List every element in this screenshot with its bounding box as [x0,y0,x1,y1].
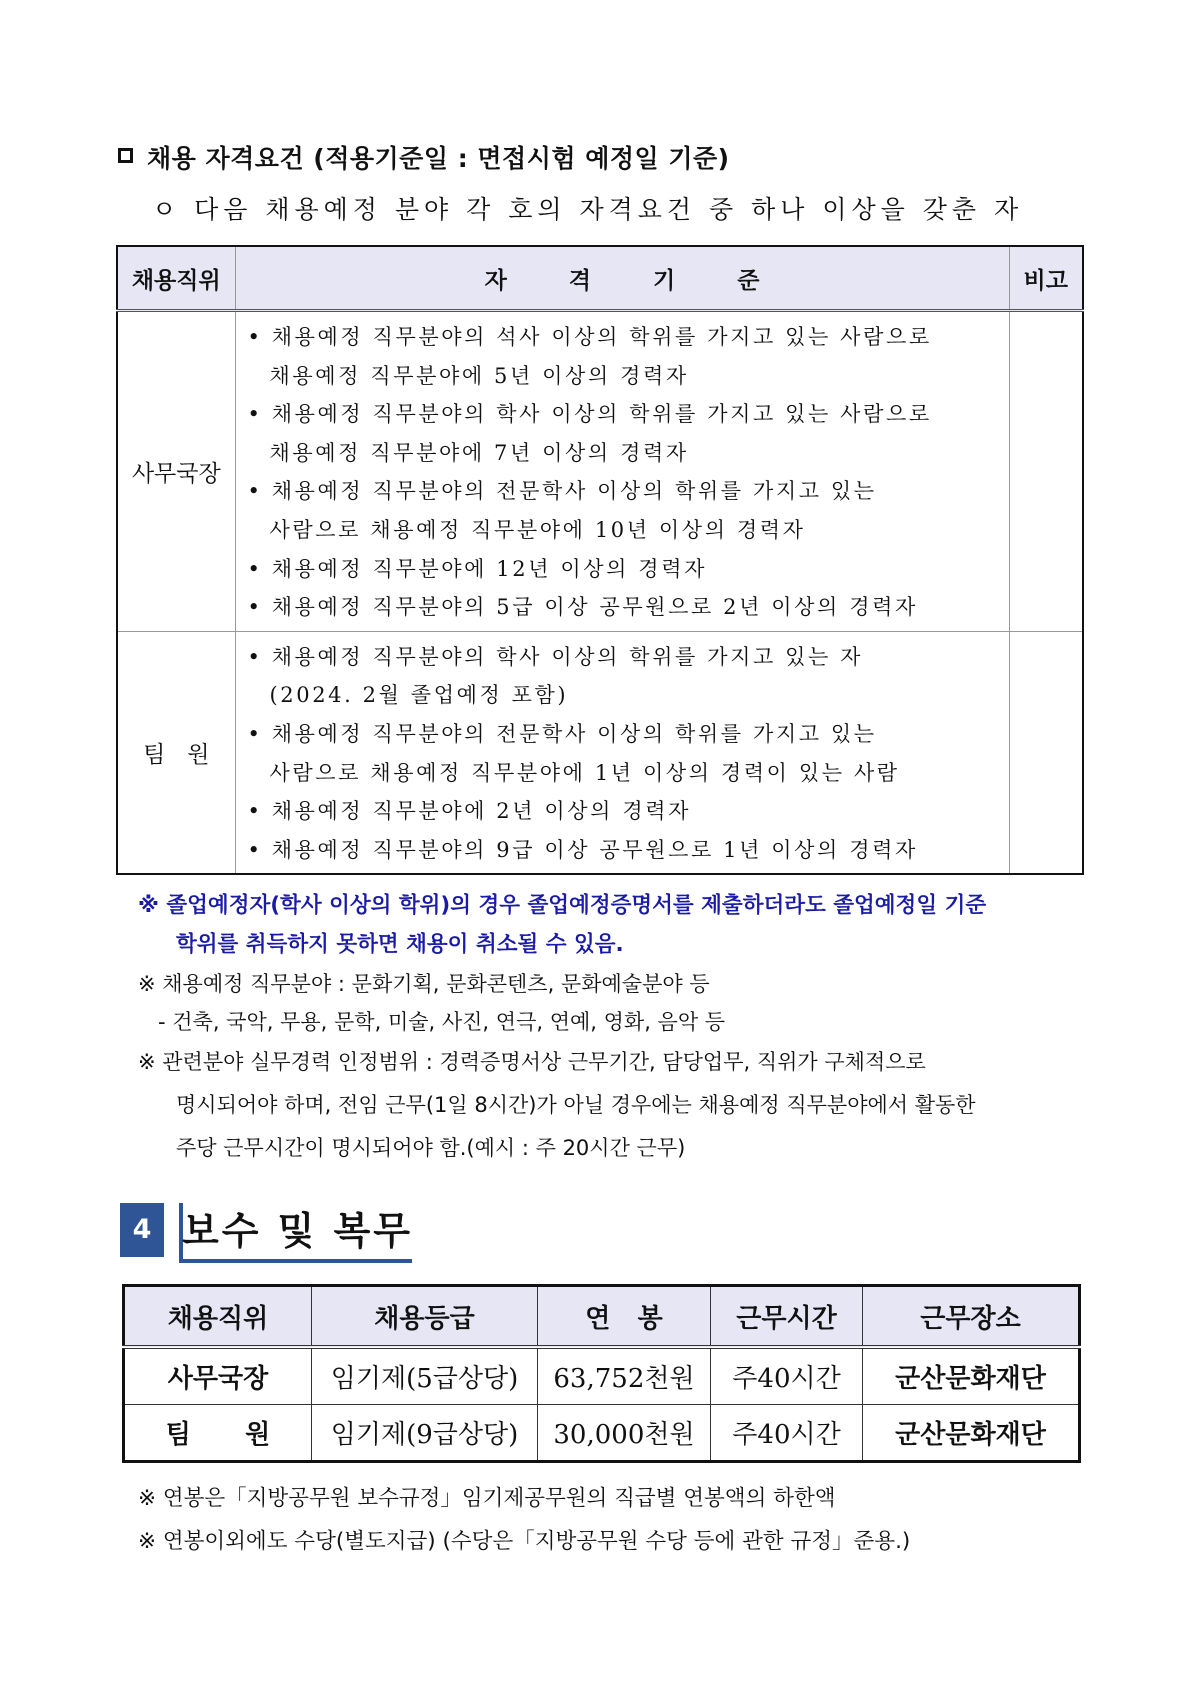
position-cell: 팀 원 [124,1405,312,1462]
table-row [124,1405,1080,1462]
hours-cell: 주40시간 [711,1347,863,1405]
job-field-note: ※ 채용예정 직무분야 : 문화기획, 문화콘텐츠, 문화예술분야 등 [138,972,710,996]
header-cell: 근무시간 [711,1286,863,1348]
table-header-row [124,1286,1080,1348]
remarks-cell [1009,631,1083,874]
criteria-line: • 채용예정 직무분야의 5급 이상 공무원으로 2년 이상의 경력자 [247,595,918,620]
table-row [117,631,1083,874]
criteria-line: • 채용예정 직무분야의 9급 이상 공무원으로 1년 이상의 경력자 [247,837,918,862]
header-remarks: 비고 [1009,246,1083,311]
location-cell: 군산문화재단 [863,1405,1080,1462]
allowance-footnote: ※ 연봉이외에도 수당(별도지급) (수당은「지방공무원 수당 등에 관한 규정」준용.) [138,1529,911,1554]
header-position: 채용직위 [117,246,235,311]
criteria-line: • 채용예정 직무분야에 12년 이상의 경력자 [247,556,707,581]
header-cell: 연 봉 [538,1286,711,1348]
experience-note-cont: 주당 근무시간이 명시되어야 함.(예시 : 주 20시간 근무) [176,1136,686,1160]
qualification-table [116,245,1084,875]
salary-cell: 30,000천원 [538,1405,711,1462]
grade-cell: 임기제(9급상당) [312,1405,538,1462]
criteria-line: 채용예정 직무분야에 7년 이상의 경력자 [269,440,689,465]
table-row [117,311,1083,632]
location-cell: 군산문화재단 [863,1347,1080,1405]
salary-footnote: ※ 연봉은「지방공무원 보수규정」임기제공무원의 직급별 연봉액의 하한액 [138,1486,836,1511]
graduation-note-cont: 학위를 취득하지 못하면 채용이 취소될 수 있음. [176,932,624,957]
criteria-line: 사람으로 채용예정 직무분야에 10년 이상의 경력자 [269,517,806,542]
position-cell: 사무국장 [124,1347,312,1405]
criteria-line: • 채용예정 직무분야의 학사 이상의 학위를 가지고 있는 사람으로 [247,402,932,427]
criteria-cell [235,631,1009,874]
checkbox-square-icon [118,148,133,163]
grade-cell: 임기제(5급상당) [312,1347,538,1405]
header-cell: 채용직위 [124,1286,312,1348]
section-underline [179,1259,412,1263]
remarks-cell [1009,311,1083,632]
pay-table [122,1284,1081,1463]
criteria-line: • 채용예정 직무분야의 전문학사 이상의 학위를 가지고 있는 [247,479,877,504]
criteria-line: • 채용예정 직무분야에 2년 이상의 경력자 [247,799,691,824]
section-subline: ㅇ 다음 채용예정 분야 각 호의 자격요건 중 하나 이상을 갖춘 자 [152,195,1024,224]
criteria-line: 사람으로 채용예정 직무분야에 1년 이상의 경력이 있는 사람 [269,760,900,785]
experience-note-cont: 명시되어야 하며, 전임 근무(1일 8시간)가 아닐 경우에는 채용예정 직무분야에서 활동한 [176,1093,976,1117]
section-title: 보수 및 복무 [182,1209,413,1253]
hours-cell: 주40시간 [711,1405,863,1462]
criteria-line: • 채용예정 직무분야의 학사 이상의 학위를 가지고 있는 자 [247,644,864,669]
graduation-note: ※ 졸업예정자(학사 이상의 학위)의 경우 졸업예정증명서를 제출하더라도 졸업예정일 기준 [138,893,987,918]
criteria-line: (2024. 2월 졸업예정 포함) [269,683,569,708]
header-cell: 채용등급 [312,1286,538,1348]
criteria-line: • 채용예정 직무분야의 석사 이상의 학위를 가지고 있는 사람으로 [247,325,932,349]
section-number-badge: 4 [120,1203,164,1257]
criteria-cell [235,311,1009,632]
job-field-list: - 건축, 국악, 무용, 문학, 미술, 사진, 연극, 연예, 영화, 음악 등 [158,1010,726,1034]
header-cell: 근무장소 [863,1286,1080,1348]
section-heading: 채용 자격요건 (적용기준일 : 면접시험 예정일 기준) [118,139,730,175]
experience-note: ※ 관련분야 실무경력 인정범위 : 경력증명서상 근무기간, 담당업무, 직위가 구체적으로 [138,1050,926,1074]
table-row [124,1347,1080,1405]
header-criteria: 자격기준 [235,246,1009,311]
table-header-row [117,246,1083,311]
position-cell: 팀 원 [117,631,235,874]
position-cell: 사무국장 [117,311,235,632]
criteria-line: • 채용예정 직무분야의 전문학사 이상의 학위를 가지고 있는 [247,721,877,746]
salary-cell: 63,752천원 [538,1347,711,1405]
criteria-line: 채용예정 직무분야에 5년 이상의 경력자 [269,363,689,388]
